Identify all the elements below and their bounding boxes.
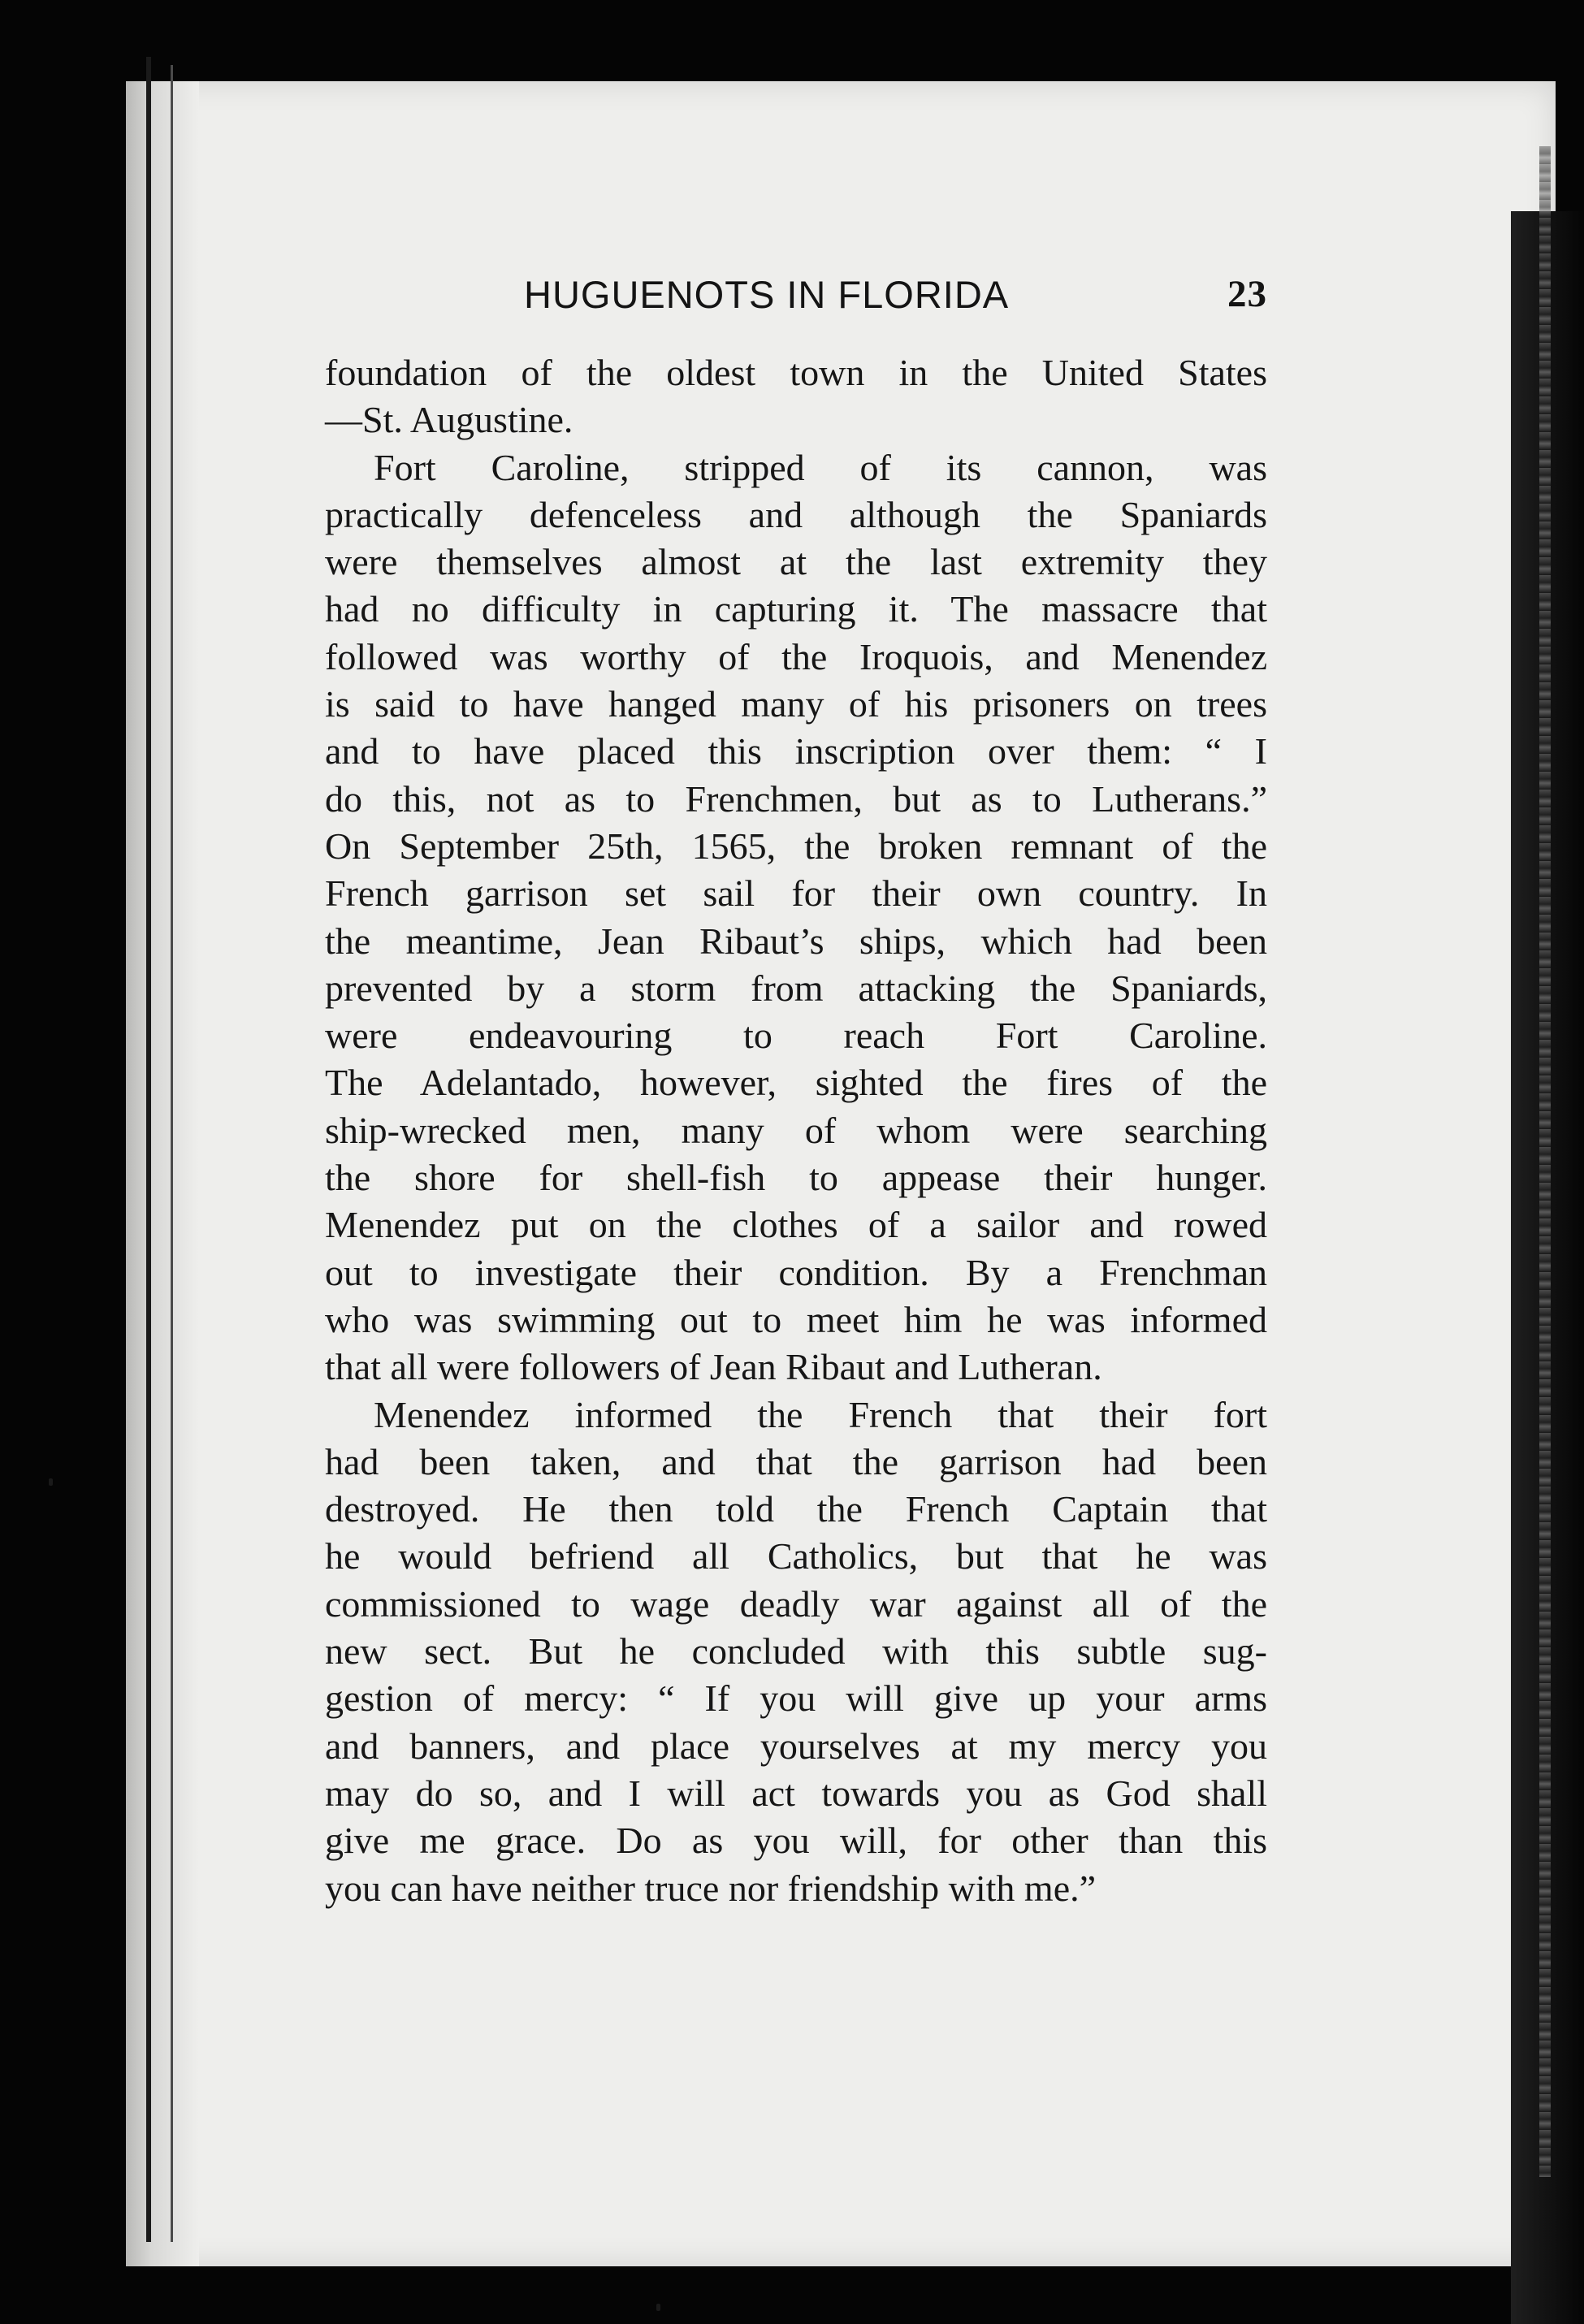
- text-line: had no difficulty in capturing it. The massacre that: [325, 588, 1267, 630]
- text-line: is said to have hanged many of his prisoners on trees: [325, 683, 1267, 725]
- text-line: French garrison set sail for their own country. In: [325, 872, 1267, 915]
- text-line: destroyed. He then told the French Captain that: [325, 1488, 1267, 1530]
- binding-edge-inner: [171, 65, 173, 2242]
- text-line: foundation of the oldest town in the United States: [325, 352, 1267, 393]
- text-line: you can have neither truce nor friendship with me.”: [325, 1867, 1097, 1909]
- text-line: practically defenceless and although the Spaniards: [325, 493, 1267, 535]
- text-line: the shore for shell-fish to appease their hunger.: [325, 1157, 1267, 1199]
- scan-speck: [656, 2304, 660, 2311]
- text-line: had been taken, and that the garrison had been: [325, 1440, 1267, 1482]
- text-line: he would befriend all Catholics, but that he was: [325, 1535, 1267, 1577]
- text-line: and to have placed this inscription over them: “ I: [325, 730, 1267, 773]
- text-line: commissioned to wage deadly war against all of the: [325, 1582, 1267, 1625]
- running-title: HUGUENOTS IN FLORIDA: [524, 273, 1010, 316]
- text-line: On September 25th, 1565, the broken remnant of the: [325, 824, 1267, 867]
- text-line: out to investigate their condition. By a Frenchman: [325, 1251, 1267, 1293]
- scan-speck: [49, 1478, 53, 1486]
- text-line: the meantime, Jean Ribaut’s ships, which had been: [325, 920, 1267, 962]
- text-line: ship-wrecked men, many of whom were searching: [325, 1109, 1267, 1151]
- text-line: do this, not as to Frenchmen, but as to Lutherans.”: [325, 777, 1267, 820]
- running-header: [325, 272, 1267, 321]
- text-line: that all were followers of Jean Ribaut and Lutheran.: [325, 1346, 1102, 1388]
- text-line: gestion of mercy: “ If you will give up your arms: [325, 1677, 1267, 1720]
- body-text: [325, 349, 1267, 1912]
- page-stack-edge: [1539, 146, 1551, 2177]
- binding-edge: [146, 57, 151, 2242]
- page-number: 23: [1227, 273, 1267, 315]
- text-line: prevented by a storm from attacking the Spaniards,: [325, 967, 1267, 1009]
- text-line: Fort Caroline, stripped of its cannon, was: [374, 446, 1267, 488]
- text-line: Menendez informed the French that their fort: [374, 1393, 1267, 1435]
- text-line: —St. Augustine.: [325, 399, 573, 441]
- text-line: may do so, and I will act towards you as God shall: [325, 1772, 1267, 1814]
- text-line: The Adelantado, however, sighted the fires of the: [325, 1062, 1267, 1104]
- text-line: and banners, and place yourselves at my mercy you: [325, 1725, 1267, 1767]
- text-line: Menendez put on the clothes of a sailor and rowed: [325, 1204, 1267, 1246]
- text-line: give me grace. Do as you will, for other than this: [325, 1820, 1267, 1862]
- text-line: followed was worthy of the Iroquois, and Menendez: [325, 635, 1267, 677]
- text-line: new sect. But he concluded with this subtle sug-: [325, 1630, 1267, 1673]
- text-line: were themselves almost at the last extremity they: [325, 541, 1267, 583]
- text-line: were endeavouring to reach Fort Caroline.: [325, 1015, 1267, 1057]
- text-line: who was swimming out to meet him he was informed: [325, 1298, 1267, 1340]
